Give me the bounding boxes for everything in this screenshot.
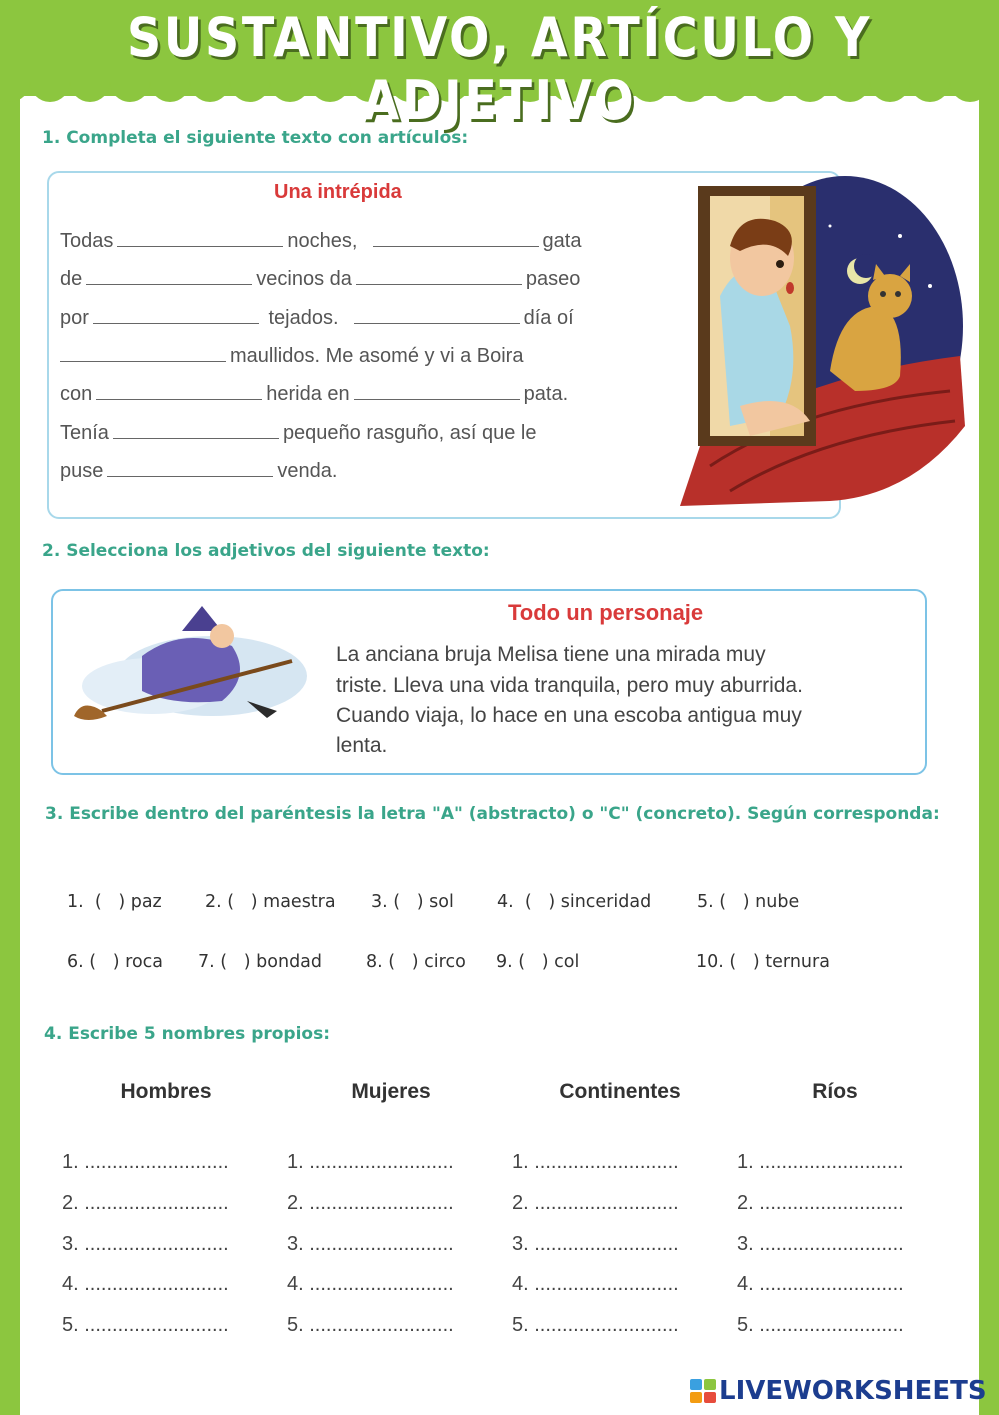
noun-option[interactable]: 3. ( ) sol bbox=[371, 892, 454, 912]
scallop bbox=[950, 82, 990, 102]
article-blank[interactable] bbox=[86, 269, 252, 285]
name-answer-line[interactable]: 2. .......................... bbox=[287, 1192, 454, 1214]
article-blank[interactable] bbox=[117, 231, 283, 247]
noun-option[interactable]: 4. ( ) sinceridad bbox=[497, 892, 652, 912]
name-answer-line[interactable]: 4. .......................... bbox=[737, 1273, 904, 1295]
article-blank[interactable] bbox=[373, 231, 539, 247]
name-answer-line[interactable]: 4. .......................... bbox=[62, 1273, 229, 1295]
story-text: paseo bbox=[525, 268, 581, 290]
page-title: SUSTANTIVO, ARTÍCULO Y ADJETIVO bbox=[126, 6, 873, 132]
witch-on-broom-illustration bbox=[62, 606, 324, 726]
name-answer-line[interactable]: 5. .......................... bbox=[512, 1314, 679, 1336]
article-blank[interactable] bbox=[96, 384, 262, 400]
story-line-3 bbox=[60, 307, 574, 330]
article-blank[interactable] bbox=[356, 269, 522, 285]
article-blank[interactable] bbox=[93, 308, 259, 324]
story-text: noches, bbox=[287, 230, 369, 252]
name-answer-line[interactable]: 4. .......................... bbox=[512, 1273, 679, 1295]
name-answer-line[interactable]: 2. .......................... bbox=[62, 1192, 229, 1214]
story-text: maullidos. Me asomé y vi a Boira bbox=[230, 345, 524, 367]
liveworksheets-logo bbox=[690, 1374, 987, 1408]
name-answer-line[interactable]: 4. .......................... bbox=[287, 1273, 454, 1295]
article-blank[interactable] bbox=[113, 423, 279, 439]
section1-heading: 1. Completa el siguiente texto con artículos: bbox=[42, 128, 469, 148]
name-answer-line[interactable]: 1. .......................... bbox=[287, 1151, 454, 1173]
story-line-4 bbox=[60, 345, 523, 368]
story-line-1 bbox=[60, 230, 581, 253]
name-answer-line[interactable]: 1. .......................... bbox=[737, 1151, 904, 1173]
column-header-hombres: Hombres bbox=[120, 1080, 212, 1103]
scallop bbox=[0, 82, 30, 102]
story-line-5 bbox=[60, 383, 568, 406]
character-text-line[interactable]: triste. Lleva una vida tranquila, pero muy aburrida. bbox=[336, 674, 803, 697]
story-text: día oí bbox=[523, 307, 574, 329]
story-text: por bbox=[60, 307, 89, 329]
article-blank[interactable] bbox=[354, 308, 520, 324]
character-text-line[interactable]: La anciana bruja Melisa tiene una mirada muy bbox=[336, 643, 766, 666]
column-header-rios: Ríos bbox=[812, 1080, 858, 1103]
story-text: pata. bbox=[523, 383, 569, 405]
character-text-line[interactable]: lenta. bbox=[336, 734, 388, 757]
story-text: pequeño rasguño, así que le bbox=[282, 422, 537, 444]
noun-option[interactable]: 2. ( ) maestra bbox=[205, 892, 336, 912]
story-title: Una intrépida bbox=[274, 181, 402, 203]
logo-icon bbox=[690, 1379, 716, 1403]
article-blank[interactable] bbox=[354, 384, 520, 400]
name-answer-line[interactable]: 3. .......................... bbox=[287, 1233, 454, 1255]
section3-heading: 3. Escribe dentro del paréntesis la letra "A" (abstracto) o "C" (concreto). Según corresponda: bbox=[45, 804, 940, 824]
noun-option[interactable]: 6. ( ) roca bbox=[67, 952, 164, 972]
name-answer-line[interactable]: 3. .......................... bbox=[62, 1233, 229, 1255]
story-text: puse bbox=[60, 460, 104, 482]
story-text: Todas bbox=[60, 230, 114, 252]
story-text: con bbox=[60, 383, 93, 405]
name-answer-line[interactable]: 2. .......................... bbox=[512, 1192, 679, 1214]
noun-option[interactable]: 8. ( ) circo bbox=[366, 952, 466, 972]
name-answer-line[interactable]: 5. .......................... bbox=[287, 1314, 454, 1336]
section4-heading: 4. Escribe 5 nombres propios: bbox=[44, 1024, 331, 1044]
story-text: venda. bbox=[277, 460, 338, 482]
article-blank[interactable] bbox=[107, 461, 273, 477]
noun-option[interactable]: 10. ( ) ternura bbox=[696, 952, 830, 972]
column-header-continentes: Continentes bbox=[559, 1080, 681, 1103]
frame-right bbox=[979, 0, 999, 1415]
name-answer-line[interactable]: 1. .......................... bbox=[62, 1151, 229, 1173]
story-text: vecinos da bbox=[256, 268, 352, 290]
column-header-mujeres: Mujeres bbox=[351, 1080, 431, 1103]
story-text: gata bbox=[542, 230, 582, 252]
story-line-6 bbox=[60, 422, 536, 445]
story-line-7 bbox=[60, 460, 337, 483]
frame-left bbox=[0, 0, 20, 1415]
character-text-line[interactable]: Cuando viaja, lo hace en una escoba antigua muy bbox=[336, 704, 802, 727]
name-answer-line[interactable]: 2. .......................... bbox=[737, 1192, 904, 1214]
story-line-2 bbox=[60, 268, 580, 291]
story-text: tejados. bbox=[262, 307, 350, 329]
name-answer-line[interactable]: 3. .......................... bbox=[512, 1233, 679, 1255]
noun-option[interactable]: 9. ( ) col bbox=[496, 952, 580, 972]
name-answer-line[interactable]: 1. .......................... bbox=[512, 1151, 679, 1173]
noun-option[interactable]: 5. ( ) nube bbox=[697, 892, 800, 912]
name-answer-line[interactable]: 5. .......................... bbox=[737, 1314, 904, 1336]
story-text: herida en bbox=[266, 383, 350, 405]
story-text: Tenía bbox=[60, 422, 109, 444]
character-title: Todo un personaje bbox=[508, 600, 704, 625]
story-text: de bbox=[60, 268, 83, 290]
name-answer-line[interactable]: 5. .......................... bbox=[62, 1314, 229, 1336]
logo-text: LIVEWORKSHEETS bbox=[719, 1376, 987, 1406]
article-blank[interactable] bbox=[60, 346, 226, 362]
name-answer-line[interactable]: 3. .......................... bbox=[737, 1233, 904, 1255]
boy-window-cat-illustration bbox=[680, 176, 965, 506]
scallop bbox=[990, 82, 999, 102]
section2-heading: 2. Selecciona los adjetivos del siguiente texto: bbox=[42, 541, 490, 561]
noun-option[interactable]: 7. ( ) bondad bbox=[198, 952, 323, 972]
noun-option[interactable]: 1. ( ) paz bbox=[67, 892, 162, 912]
